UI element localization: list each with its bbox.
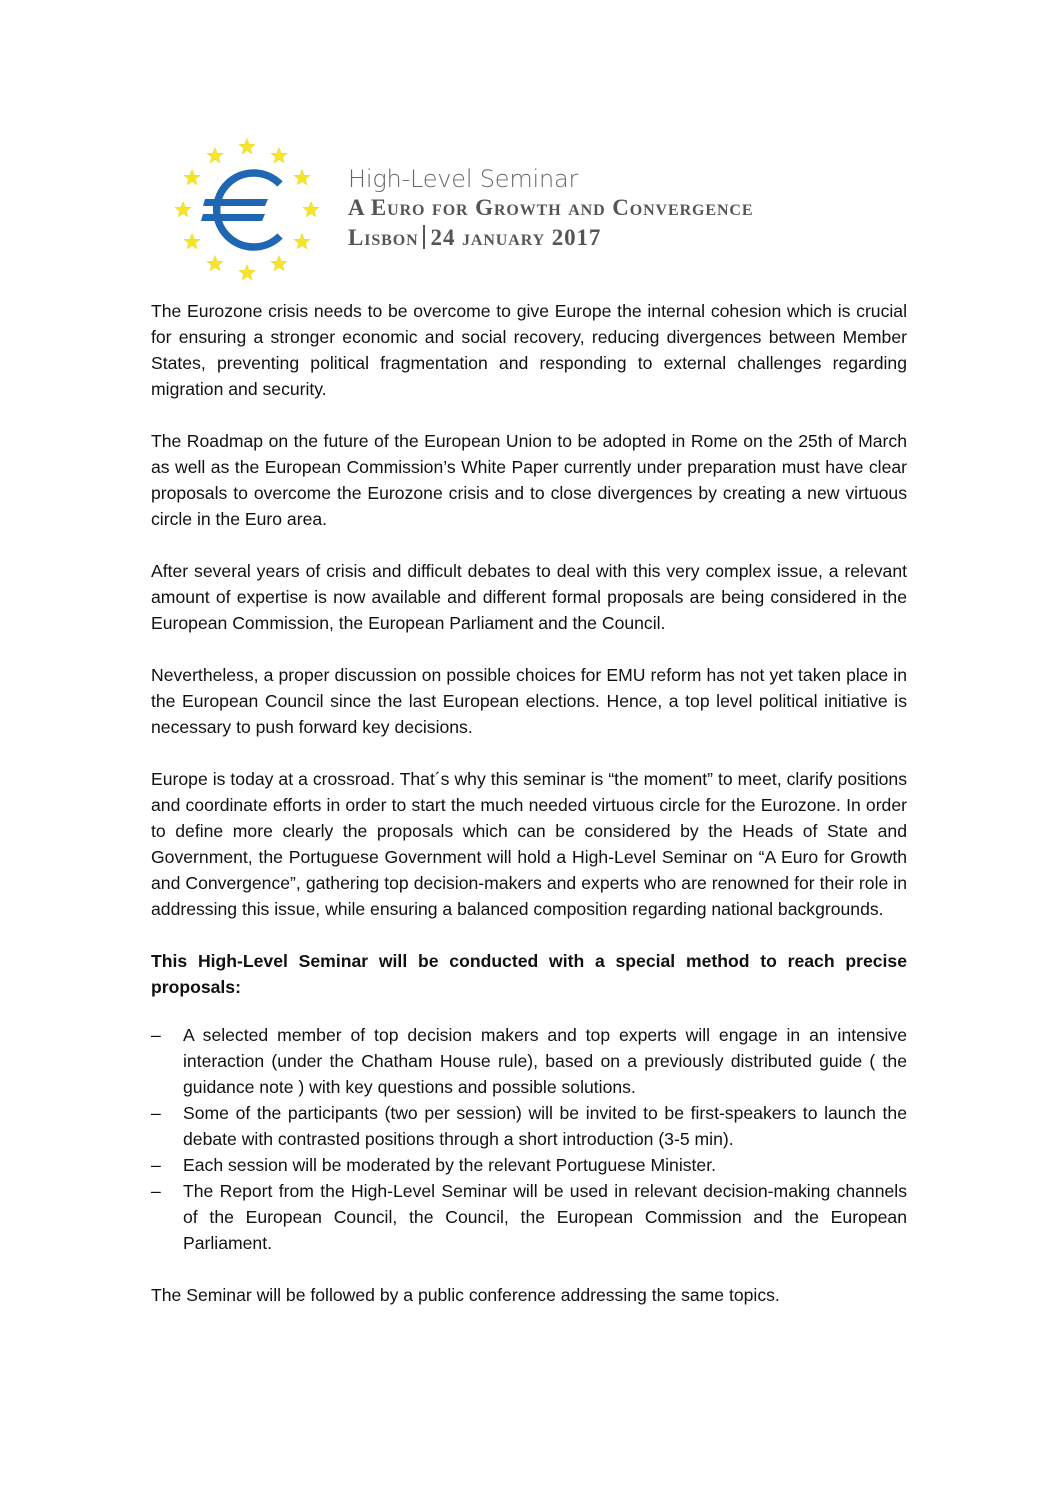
seminar-subtitle: A Euro for Growth and Convergence <box>348 195 754 220</box>
seminar-title-block <box>348 165 753 253</box>
paragraph-expertise: After several years of crisis and difficult debates to deal with this very complex issue, a relevant amount of expertise is now available and different formal proposals are being considered in the European Commission, the European Parliament and the Council. <box>151 561 907 633</box>
bullet-item <box>151 1152 907 1178</box>
bullet-item <box>151 1100 907 1152</box>
method-heading: This High-Level Seminar will be conducted with a special method to reach precise proposals: <box>151 951 907 997</box>
bullet-text: Some of the participants (two per session) will be invited to be first-speakers to launch the debate with contrasted positions through a short introduction (3-5 min). <box>183 1103 907 1149</box>
seminar-header <box>172 135 872 285</box>
seminar-title: High-Level Seminar <box>348 165 579 193</box>
closing-paragraph: The Seminar will be followed by a public conference addressing the same topics. <box>151 1285 780 1305</box>
paragraph-crossroad: Europe is today at a crossroad. That´s why this seminar is “the moment” to meet, clarify positions and coordinate efforts in order to start the much needed virtuous circle for the Eurozone. In order to define more clearly the proposals which can be considered by the Heads of State and Government, the Portuguese Government will hold a High-Level Seminar on “A Euro for Growth and Convergence”, gathering top decision-makers and experts who are renowned for their role in addressing this issue, while ensuring a balanced composition regarding national backgrounds. <box>151 769 907 919</box>
dash-bullet-icon: – <box>151 1025 161 1045</box>
bullet-text: The Report from the High-Level Seminar will be used in relevant decision-making channels of the European Council, the Council, the European Commission and the European Parliament. <box>183 1181 907 1253</box>
dash-bullet-icon: – <box>151 1181 161 1201</box>
euro-stars-icon <box>172 135 322 285</box>
seminar-location-date <box>348 223 753 253</box>
bullet-text: Each session will be moderated by the relevant Portuguese Minister. <box>183 1155 716 1175</box>
seminar-location: Lisbon <box>348 225 419 250</box>
paragraph-eurozone-crisis: The Eurozone crisis needs to be overcome to give Europe the internal cohesion which is crucial for ensuring a stronger economic and social recovery, reducing divergences between Member States, preventing political fragmentation and responding to external challenges regarding migration and security. <box>151 301 907 399</box>
paragraph-roadmap: The Roadmap on the future of the European Union to be adopted in Rome on the 25th of March as well as the European Commission’s White Paper currently under preparation must have clear proposals to overcome the Eurozone crisis and to close divergences by creating a new virtuous circle in the Euro area. <box>151 431 907 529</box>
dash-bullet-icon: – <box>151 1103 161 1123</box>
method-bullet-list <box>151 1022 907 1256</box>
title-separator <box>423 225 425 249</box>
bullet-item <box>151 1178 907 1256</box>
bullet-text: A selected member of top decision makers and top experts will engage in an intensive interaction (under the Chatham House rule), based on a previously distributed guide ( the guidance note ) with key questions and possible solutions. <box>183 1025 907 1097</box>
dash-bullet-icon: – <box>151 1155 161 1175</box>
bullet-item <box>151 1022 907 1100</box>
seminar-date: 24 january 2017 <box>430 225 602 250</box>
paragraph-emu-reform: Nevertheless, a proper discussion on possible choices for EMU reform has not yet taken place in the European Council since the last European elections. Hence, a top level political initiative is necessary to push forward key decisions. <box>151 665 907 737</box>
document-body <box>151 298 907 1334</box>
